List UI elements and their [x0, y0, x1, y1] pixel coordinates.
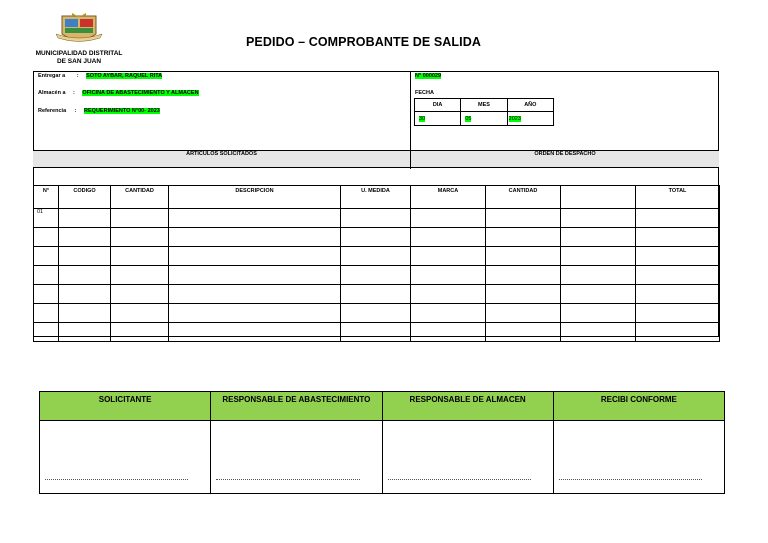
table-cell[interactable] [636, 304, 720, 323]
table-cell[interactable] [169, 266, 341, 285]
table-cell[interactable] [561, 209, 636, 228]
signature-line [216, 479, 359, 480]
entregar-label: Entregar a [38, 73, 66, 79]
page-title: PEDIDO – COMPROBANTE DE SALIDA [246, 35, 481, 49]
table-row [34, 323, 720, 342]
table-cell[interactable] [59, 285, 111, 304]
table-row [34, 266, 720, 285]
referencia-value: REQUERIMIENTO N°00- 2023 [84, 108, 160, 114]
col-cantidad-despacho: CANTIDAD [486, 186, 561, 209]
table-cell[interactable] [486, 228, 561, 247]
anio-value: 2023 [508, 115, 521, 122]
table-cell[interactable] [561, 323, 636, 342]
solicitante-header: SOLICITANTE [40, 392, 211, 421]
table-header-row [34, 186, 720, 209]
table-cell[interactable] [636, 247, 720, 266]
table-cell[interactable] [111, 323, 169, 342]
almacen-colon: : [73, 90, 75, 96]
table-cell[interactable] [341, 209, 411, 228]
almacen-value: OFICINA DE ABASTECIMIENTO Y ALMACEN [82, 90, 199, 96]
table-cell[interactable] [561, 228, 636, 247]
table-cell[interactable] [169, 228, 341, 247]
table-cell[interactable] [486, 209, 561, 228]
table-cell[interactable] [341, 266, 411, 285]
table-cell[interactable] [341, 247, 411, 266]
signature-line [45, 479, 188, 480]
table-cell[interactable] [561, 247, 636, 266]
mes-cell[interactable] [461, 112, 507, 126]
table-cell[interactable] [111, 304, 169, 323]
table-cell[interactable] [411, 247, 486, 266]
municipality-name [20, 50, 138, 65]
dia-header: DIA [415, 99, 461, 112]
table-cell[interactable] [411, 304, 486, 323]
table-cell[interactable] [59, 228, 111, 247]
table-cell[interactable] [411, 228, 486, 247]
municipality-line2: DE SAN JUAN [56, 57, 102, 65]
table-row [34, 285, 720, 304]
table-cell[interactable] [486, 304, 561, 323]
signature-row [40, 421, 725, 494]
abastecimiento-header: RESPONSABLE DE ABASTECIMIENTO [211, 392, 382, 421]
almacen-label: Almacén a [38, 90, 66, 96]
col-unidad-medida: U. MEDIDA [341, 186, 411, 209]
despacho-section-title: ORDEN DE DESPACHO [534, 151, 596, 157]
referencia-colon: : [74, 108, 77, 114]
almacen-signature[interactable] [382, 421, 553, 494]
anio-header: AÑO [507, 99, 553, 112]
table-cell[interactable] [341, 228, 411, 247]
table-cell[interactable] [59, 247, 111, 266]
table-cell[interactable] [561, 266, 636, 285]
table-cell[interactable] [59, 323, 111, 342]
fecha-label: FECHA [415, 90, 434, 96]
table-cell[interactable] [34, 304, 59, 323]
table-cell[interactable] [486, 266, 561, 285]
referencia-row [38, 108, 160, 114]
table-cell[interactable] [111, 209, 169, 228]
col-descripcion: DESCRIPCION [169, 186, 341, 209]
municipality-line1: MUNICIPALIDAD DISTRITAL [35, 50, 123, 57]
dia-value: 30 [419, 115, 426, 122]
articulos-section-title: ARTICULOS SOLICITADOS [186, 151, 257, 157]
recibi-signature[interactable] [553, 421, 724, 494]
table-cell[interactable] [411, 209, 486, 228]
table-cell[interactable] [636, 228, 720, 247]
table-cell[interactable]: 01 [34, 209, 59, 228]
municipality-crest-icon [52, 12, 106, 46]
referencia-label: Referencia [38, 108, 67, 114]
col-cantidad: CANTIDAD [111, 186, 169, 209]
items-table [33, 185, 720, 342]
table-cell[interactable] [34, 228, 59, 247]
col-total: TOTAL [636, 186, 720, 209]
col-blank [561, 186, 636, 209]
table-cell[interactable] [636, 285, 720, 304]
table-cell[interactable] [411, 285, 486, 304]
col-marca: MARCA [411, 186, 486, 209]
date-table [414, 98, 554, 126]
recibi-header: RECIBI CONFORME [553, 392, 724, 421]
signature-header-row [40, 392, 725, 421]
signature-table [39, 391, 725, 494]
table-cell[interactable] [111, 285, 169, 304]
table-cell[interactable] [169, 304, 341, 323]
table-cell[interactable] [34, 247, 59, 266]
table-cell[interactable] [561, 285, 636, 304]
signature-line [388, 479, 531, 480]
table-row [34, 304, 720, 323]
signature-line [559, 479, 702, 480]
table-cell[interactable] [411, 323, 486, 342]
table-cell[interactable] [59, 266, 111, 285]
table-cell[interactable] [169, 285, 341, 304]
anio-cell[interactable] [507, 112, 553, 126]
table-cell[interactable] [169, 247, 341, 266]
table-cell[interactable] [111, 266, 169, 285]
table-cell[interactable] [34, 285, 59, 304]
table-cell[interactable] [341, 304, 411, 323]
table-cell[interactable] [486, 247, 561, 266]
abastecimiento-signature[interactable] [211, 421, 382, 494]
table-cell[interactable] [636, 323, 720, 342]
table-cell[interactable] [59, 209, 111, 228]
table-cell[interactable] [341, 323, 411, 342]
table-cell[interactable] [169, 209, 341, 228]
table-row [34, 228, 720, 247]
table-cell[interactable] [636, 209, 720, 228]
entregar-value: SOTO AYBAR, RAQUEL RITA [86, 73, 163, 79]
table-row [34, 247, 720, 266]
entregar-row [38, 73, 162, 79]
table-cell[interactable] [111, 247, 169, 266]
table-cell[interactable] [486, 323, 561, 342]
table-cell[interactable] [341, 285, 411, 304]
col-codigo: CODIGO [59, 186, 111, 209]
table-cell[interactable] [59, 304, 111, 323]
document-number: N° 000029 [415, 73, 442, 79]
table-cell[interactable] [411, 266, 486, 285]
mes-value: 05 [465, 115, 472, 122]
solicitante-signature[interactable] [40, 421, 211, 494]
almacen-header: RESPONSABLE DE ALMACEN [382, 392, 553, 421]
col-numero: N° [34, 186, 59, 209]
table-row [34, 209, 720, 228]
table-cell[interactable] [34, 266, 59, 285]
almacen-row [38, 90, 199, 96]
entregar-colon: : [76, 73, 79, 79]
table-cell[interactable] [169, 323, 341, 342]
dia-cell[interactable] [415, 112, 461, 126]
table-cell[interactable] [636, 266, 720, 285]
table-cell[interactable] [486, 285, 561, 304]
table-cell[interactable] [561, 304, 636, 323]
mes-header: MES [461, 99, 507, 112]
table-cell[interactable] [34, 323, 59, 342]
table-cell[interactable] [111, 228, 169, 247]
